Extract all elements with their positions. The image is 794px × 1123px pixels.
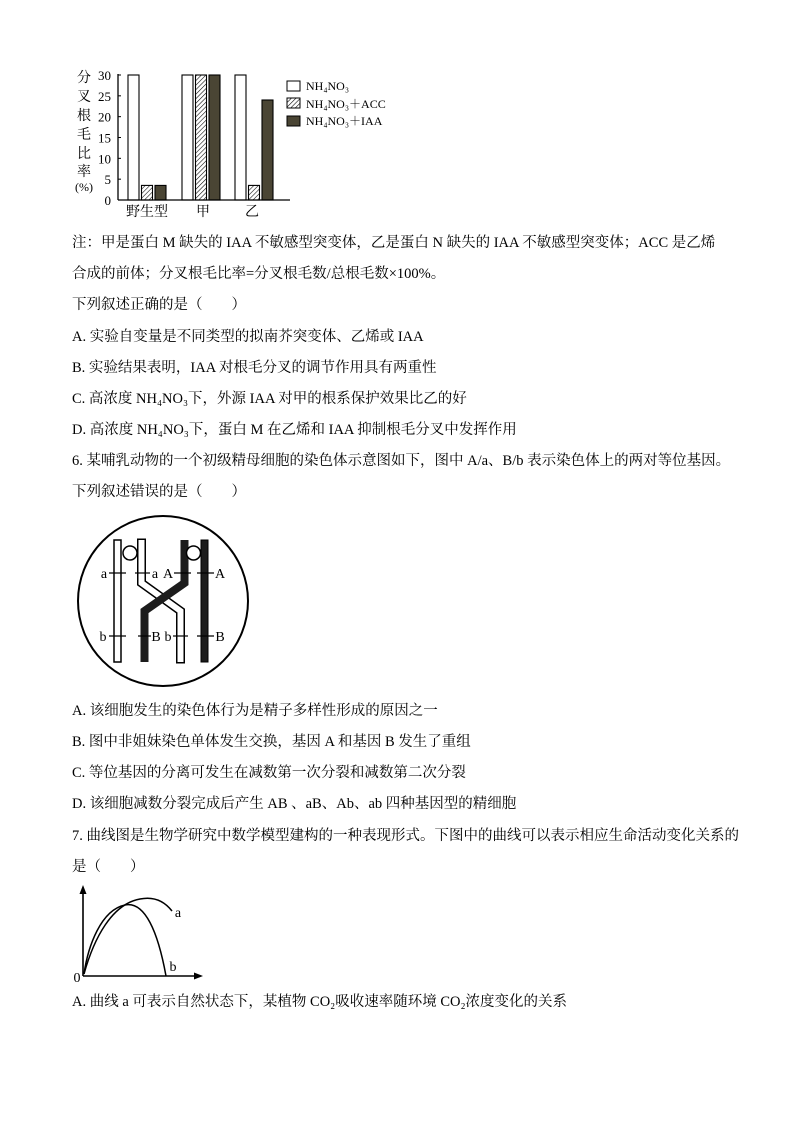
- gene-label-lower-3: b: [164, 630, 172, 645]
- centromere-left: [123, 546, 137, 560]
- y-tick-label: 30: [98, 68, 111, 83]
- chromosome-diagram: [0, 505, 300, 700]
- y-tick-label: 10: [98, 151, 111, 167]
- gene-label-upper-2: a: [151, 567, 159, 582]
- curve-b-label: b: [169, 960, 177, 975]
- y-label-char: 毛: [77, 128, 91, 143]
- q7-stem-line-2: 是（ ）: [72, 859, 145, 875]
- bar-cat1-series1: [128, 75, 139, 200]
- q5-option-c[interactable]: C. 高浓度 NH₄NO₃下，外源 IAA 对甲的根系保护效果比乙的好: [72, 391, 467, 407]
- q6-option-b[interactable]: B. 图中非姐妹染色单体发生交换，基因 A 和基因 B 发生了重组: [72, 734, 471, 750]
- y-label-char: 比: [77, 147, 91, 162]
- y-axis-arrow-icon: [80, 885, 87, 894]
- centromere-right: [187, 546, 201, 560]
- origin-label: 0: [73, 971, 81, 986]
- gene-label-lower-1: b: [99, 630, 107, 645]
- q5-note-line-1: 注：甲是蛋白 M 缺失的 IAA 不敏感型突变体，乙是蛋白 N 缺失的 IAA 不敏感型突变体；ACC 是乙烯: [72, 235, 716, 251]
- category-label-wild-type: 野生型: [126, 205, 168, 220]
- q6-stem-line-1: 6. 某哺乳动物的一个初级精母细胞的染色体示意图如下，图中 A/a、B/b 表示染色体上的两对等位基因。: [72, 453, 731, 469]
- q6-option-a[interactable]: A. 该细胞发生的染色体行为是精子多样性形成的原因之一: [72, 703, 438, 719]
- gene-label-upper-4: A: [214, 567, 226, 582]
- curve-a: [84, 898, 172, 974]
- bar-cat1-series3: [155, 185, 166, 200]
- gene-marks: [109, 573, 214, 636]
- y-tick-label: 20: [98, 109, 111, 125]
- q5-note-line-2: 合成的前体；分叉根毛比率=分叉根毛数/总根毛数×100%。: [72, 266, 446, 282]
- q6-option-c[interactable]: C. 等位基因的分离可发生在减数第一次分裂和减数第二次分裂: [72, 765, 466, 781]
- q7-option-a[interactable]: A. 曲线 a 可表示自然状态下，某植物 CO₂吸收速率随环境 CO₂浓度变化的关系: [72, 994, 568, 1010]
- bar-cat3-series3: [262, 100, 273, 200]
- gene-label-lower-2: B: [151, 630, 161, 645]
- q5-option-d[interactable]: D. 高浓度 NH₄NO₃下，蛋白 M 在乙烯和 IAA 抑制根毛分叉中发挥作用: [72, 422, 517, 438]
- category-label-yi: 乙: [245, 205, 259, 220]
- bar-cat3-series1: [235, 75, 246, 200]
- bar-cat2-series1: [182, 75, 193, 200]
- y-label-char: 分: [77, 71, 91, 86]
- legend-swatch-nh4no3: [287, 81, 300, 91]
- q6-stem-line-2: 下列叙述错误的是（ ）: [72, 484, 246, 500]
- chromatid-dark-right: [201, 540, 208, 662]
- bar-cat2-series2: [196, 75, 207, 200]
- legend-swatch-iaa: [287, 116, 300, 126]
- y-axis-label: [75, 70, 93, 194]
- y-tick-label: 5: [104, 172, 111, 188]
- q5-stem: 下列叙述正确的是（ ）: [72, 297, 246, 313]
- legend-label-iaa: NH₄NO₃＋IAA: [306, 114, 383, 128]
- gene-label-lower-4: B: [215, 630, 225, 645]
- curve-graph: [0, 880, 230, 990]
- bars: [128, 75, 273, 200]
- gene-label-upper-1: a: [100, 567, 108, 582]
- y-tick-label: 25: [98, 88, 111, 104]
- y-tick-label: 0: [104, 193, 111, 208]
- q5-option-b[interactable]: B. 实验结果表明，IAA 对根毛分叉的调节作用具有两重性: [72, 360, 437, 376]
- legend-label-acc: NH₄NO₃＋ACC: [306, 97, 386, 111]
- y-label-char: (%): [75, 180, 93, 194]
- curve-a-label: a: [174, 906, 182, 921]
- legend-label-nh4no3: NH₄NO₃: [306, 79, 350, 93]
- category-label-jia: 甲: [196, 205, 210, 220]
- bar-cat1-series2: [142, 185, 153, 200]
- q6-option-d[interactable]: D. 该细胞减数分裂完成后产生 AB 、aB、Ab、ab 四种基因型的精细胞: [72, 796, 517, 812]
- y-label-char: 率: [77, 165, 91, 180]
- legend: [287, 79, 386, 128]
- y-label-char: 根: [77, 109, 91, 124]
- x-axis-arrow-icon: [194, 973, 203, 980]
- legend-swatch-acc: [287, 98, 300, 108]
- bar-chart: [0, 0, 794, 225]
- bar-cat2-series3: [209, 75, 220, 200]
- chromatid-white-left: [114, 540, 121, 662]
- bar-cat3-series2: [249, 185, 260, 200]
- gene-label-upper-3: A: [162, 567, 174, 582]
- y-label-char: 叉: [77, 90, 91, 105]
- q7-stem-line-1: 7. 曲线图是生物学研究中数学模型建构的一种表现形式。下图中的曲线可以表示相应生命活动变化关系的: [72, 828, 739, 844]
- q5-option-a[interactable]: A. 实验自变量是不同类型的拟南芥突变体、乙烯或 IAA: [72, 329, 424, 345]
- y-tick-label: 15: [98, 130, 111, 146]
